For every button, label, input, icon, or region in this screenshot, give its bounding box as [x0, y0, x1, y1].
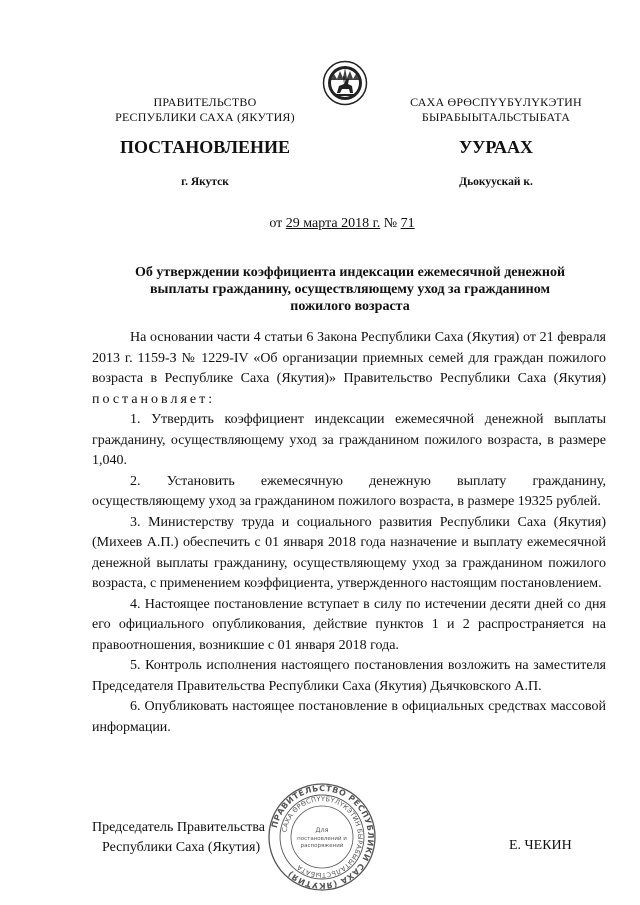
- official-seal-icon: [267, 782, 377, 892]
- stamp-center-line-1: Для: [315, 826, 329, 834]
- stamp-center-line-3: распоряжений: [300, 843, 344, 849]
- item-4: 4. Настоящее постановление вступает в силу по истечении десяти дней со дня его официального опубликования, действие пунктов 1 и 2 распространяется на правоотношения, возникшие с 01 января 2018 года.: [92, 596, 606, 653]
- position-line-1: Председатель Правительства: [92, 820, 265, 835]
- gov-line-2: РЕСПУБЛИКИ САХА (ЯКУТИЯ): [115, 110, 295, 124]
- position-line-2: Республики Саха (Якутия): [102, 840, 261, 855]
- doc-type-russian: ПОСТАНОВЛЕНИЕ: [119, 137, 291, 157]
- item-3: 3. Министерству труда и социального развития Республики Саха (Якутия) (Михеев А.П.) обеспечить с 01 января 2018 года назначение и выплату ежемесячной денежной выплаты гражданину, осуществляющему уход за гражданином пожилого возраста, с применением коэффициента, утвержденного настоящим постановлением.: [92, 514, 606, 591]
- date-and-number: [0, 216, 640, 232]
- document-title: [100, 264, 600, 315]
- government-name-yakut: [380, 95, 612, 125]
- doc-type-yakut: УУРААХ: [458, 137, 534, 157]
- stamp-outer-text: ПРАВИТЕЛЬСТВО РЕСПУБЛИКИ САХА (ЯКУТИЯ): [269, 783, 376, 891]
- item-2: 2. Установить ежемесячную денежную выплату гражданину, осуществляющему уход за гражданином пожилого возраста, в размере 19325 рублей.: [92, 473, 606, 509]
- city-russian: г. Якутск: [181, 176, 229, 188]
- coat-of-arms-icon: [322, 60, 368, 106]
- number-prefix: №: [380, 216, 401, 231]
- preamble-text: На основании части 4 статьи 6 Закона Республики Саха (Якутия) от 21 февраля 2013 г. 1159-З № 1229-IV «Об организации приемных семей для граждан пожилого возраста в Республике Саха (Якутия)» Правительство Республики Саха (Якутия): [92, 330, 606, 386]
- resolves-word: постановляет:: [92, 391, 216, 407]
- gov-yakut-line-2: БЫРАБЫЫТАЛЬСТЫБАТА: [421, 110, 571, 124]
- document-number: 71: [400, 216, 415, 231]
- item-5: 5. Контроль исполнения настоящего постановления возложить на заместителя Председателя Правительства Республики Саха (Якутия) Дьячковского А.П.: [92, 658, 606, 694]
- signatory-position: [92, 818, 265, 858]
- date-prefix: от: [269, 216, 286, 231]
- city-yakut: Дьокуускай к.: [459, 176, 533, 188]
- preamble-paragraph: [92, 328, 606, 410]
- item-1: 1. Утвердить коэффициент индексации ежемесячной денежной выплаты гражданину, осуществляющему уход за гражданином пожилого возраста, в размере 1,040.: [92, 412, 606, 468]
- item-6: 6. Опубликовать настоящее постановление в официальных средствах массовой информации.: [92, 699, 606, 735]
- signatory-name: Е. ЧЕКИН: [509, 838, 572, 853]
- government-name-russian: [100, 95, 310, 125]
- title-line-3: пожилого возраста: [290, 299, 410, 314]
- gov-yakut-line-1: САХА ӨРӨСПҮҮБҮЛҮКЭТИН: [410, 95, 582, 109]
- title-line-1: Об утверждении коэффициента индексации ежемесячной денежной: [134, 265, 566, 280]
- document-body: [92, 328, 606, 738]
- stamp-inner-text: САХА ӨРӨСПҮҮБҮЛҮКЭТИН БЫРАБЫЫТАЛЬСТЫБАТА: [280, 794, 365, 880]
- title-line-2: выплаты гражданину, осуществляющему уход за гражданином: [149, 282, 551, 297]
- document-date: 29 марта 2018 г.: [285, 216, 381, 231]
- stamp-center-line-2: постановлений и: [297, 836, 347, 842]
- gov-line-1: ПРАВИТЕЛЬСТВО: [153, 95, 257, 109]
